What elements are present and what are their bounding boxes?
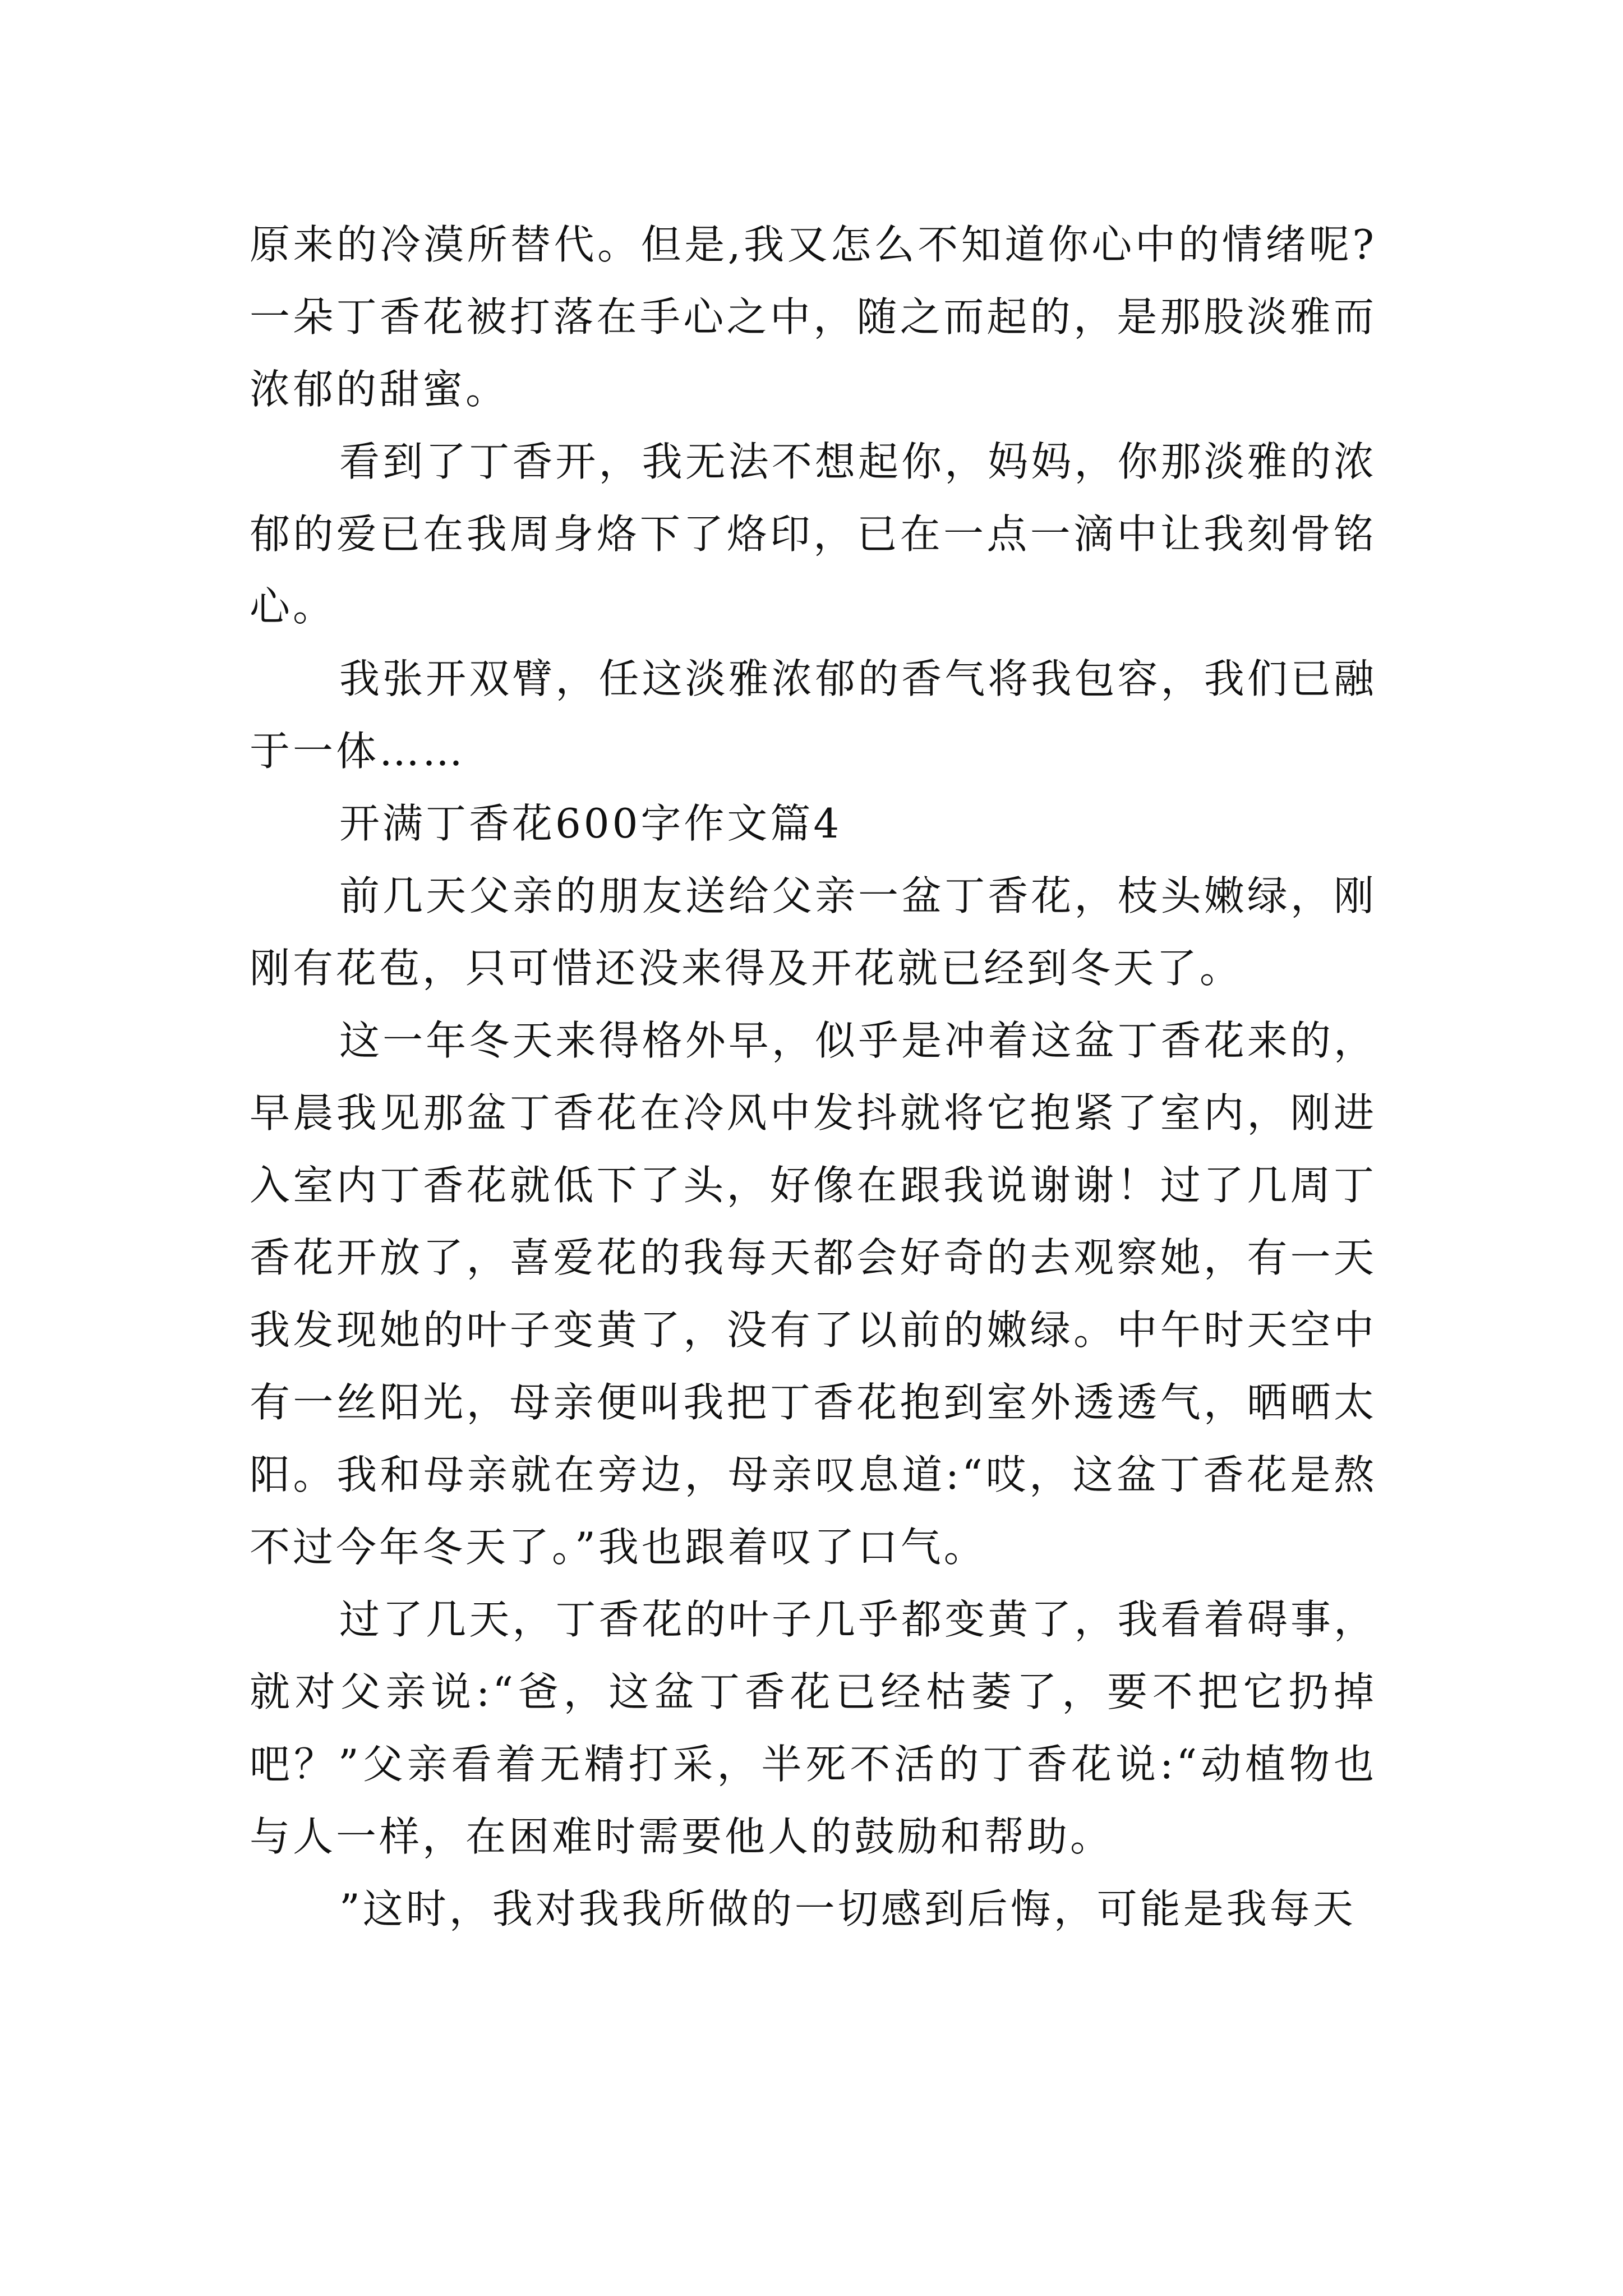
paragraph-3: 我张开双臂，任这淡雅浓郁的香气将我包容，我们已融于一体…… xyxy=(250,655,1377,775)
paragraph-2: 看到了丁香开，我无法不想起你，妈妈，你那淡雅的浓郁的爱已在我周身烙下了烙印，已在一点一滴中让我刻骨铭心。 xyxy=(250,438,1377,630)
section-title: 开满丁香花600字作文篇4 xyxy=(339,800,842,847)
paragraph-1: 原来的冷漠所替代。但是,我又怎么不知道你心中的情绪呢?一朵丁香花被打落在手心之中，随之而起的，是那股淡雅而浓郁的甜蜜。 xyxy=(250,221,1377,413)
section-paragraph-1: 前几天父亲的朋友送给父亲一盆丁香花，枝头嫩绿，刚刚有花苞，只可惜还没来得及开花就已经到冬天了。 xyxy=(250,872,1377,992)
section-paragraph-4: ”这时，我对我我所做的一切感到后悔，可能是我每天 xyxy=(339,1885,1356,1932)
section-paragraph-3: 过了几天，丁香花的叶子几乎都变黄了，我看着碍事，就对父亲说:“爸，这盆丁香花已经枯萎了，要不把它扔掉吧？”父亲看着无精打采，半死不活的丁香花说:“动植物也与人一样，在困难时需要他人的鼓励和帮助。 xyxy=(250,1596,1377,1860)
document-body xyxy=(250,209,1377,1945)
section-paragraph-2: 这一年冬天来得格外早，似乎是冲着这盆丁香花来的，早晨我见那盆丁香花在冷风中发抖就将它抱紧了室内，刚进入室内丁香花就低下了头，好像在跟我说谢谢！过了几周丁香花开放了，喜爱花的我每天都会好奇的去观察她，有一天我发现她的叶子变黄了，没有了以前的嫩绿。中午时天空中有一丝阳光，母亲便叫我把丁香花抱到室外透透气，晒晒太阳。我和母亲就在旁边，母亲叹息道:“哎，这盆丁香花是熬不过今年冬天了。”我也跟着叹了口气。 xyxy=(250,1017,1377,1571)
